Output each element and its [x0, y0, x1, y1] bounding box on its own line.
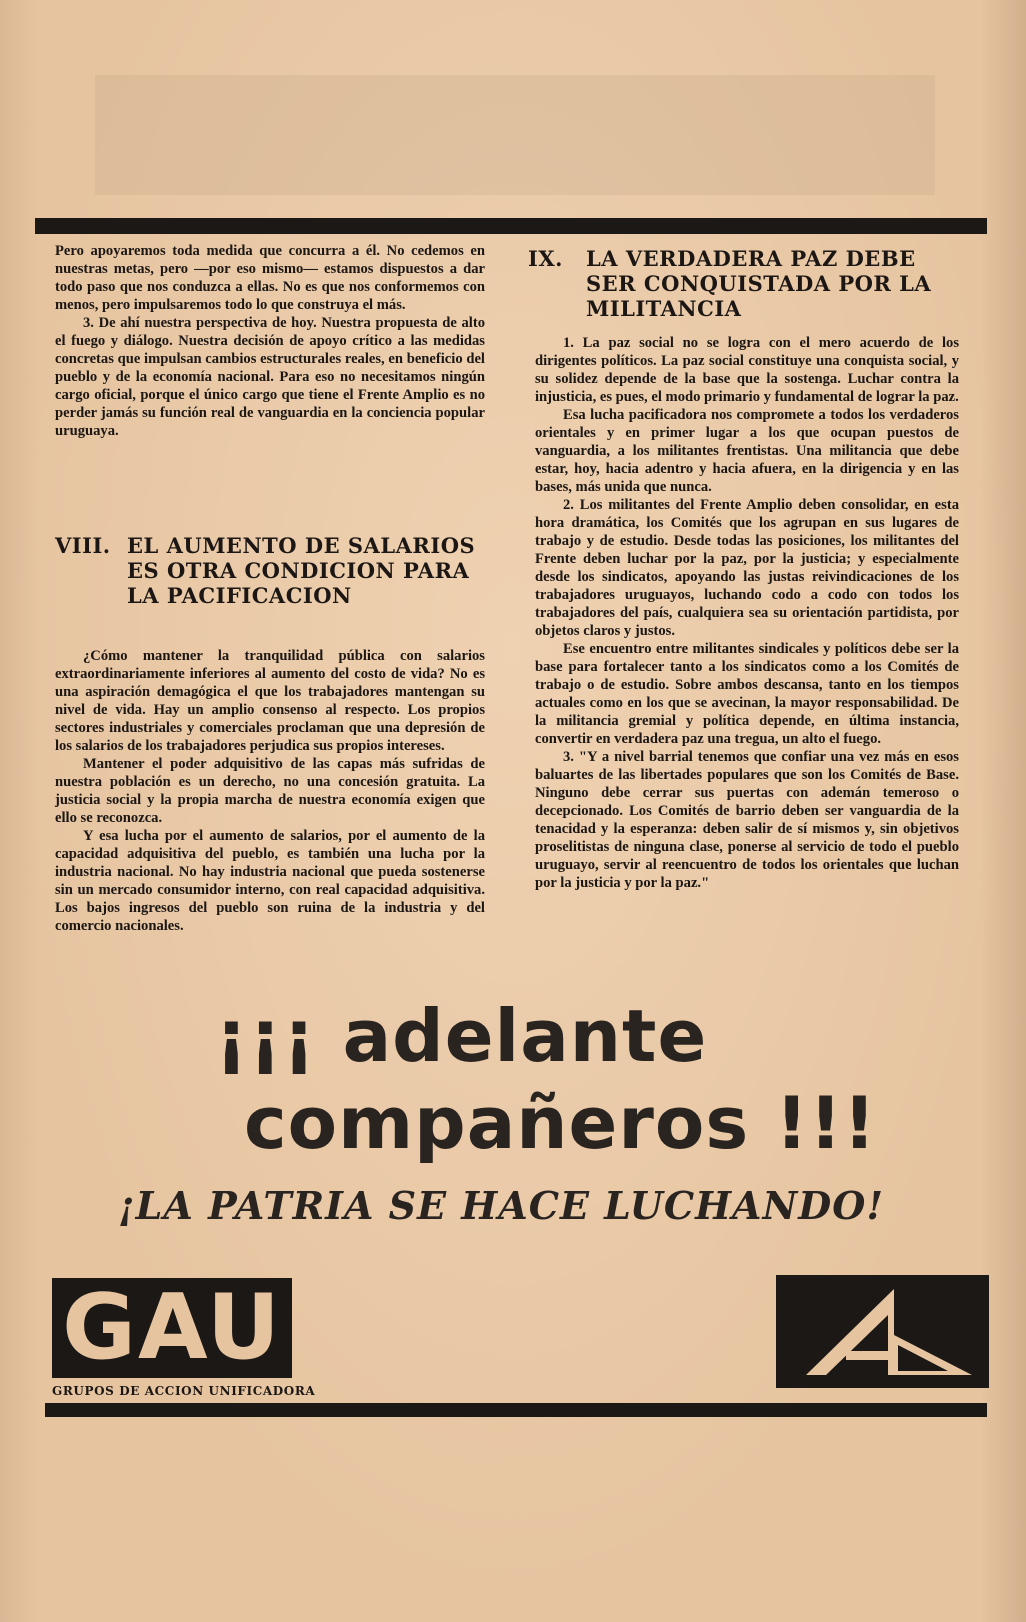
slogan-line-2: compañeros !!!	[244, 1081, 877, 1165]
top-rule	[35, 218, 987, 234]
paragraph: 2. Los militantes del Frente Amplio deben consolidar, en esta hora dramática, los Comités que los agrupan en sus lugares de trabajo y de estudio. Desde todas las posiciones, los militantes del Frente deben luchar por la paz, por la justicia; y especialmente desde los sindicatos, apoyando las justas reivindicaciones de los trabajadores uruguayos, luchando codo a codo con todos los trabajadores del país, cualquiera sea su orientación partidista, por objetos claros y justos.	[535, 497, 959, 639]
frente-amplio-emblem-icon	[776, 1275, 989, 1388]
paragraph: Y esa lucha por el aumento de salarios, por el aumento de la capacidad adquisitiva del pueblo, es también una lucha por la industria nacional. No hay industria nacional que pueda sostenerse sin un mercado consumidor interno, con real capacidad adquisitiva. Los bajos ingresos del pueblo son ruina de la industria y del comercio nacionales.	[55, 828, 485, 934]
paragraph: Pero apoyaremos toda medida que concurra a él. No cedemos en nuestras metas, pero —por eso mismo— estamos dispuestos a dar todo paso que nos conduzca a ellas. No es que nos conformemos con menos, pero impulsaremos todo lo que construya el más.	[55, 243, 485, 313]
section-9-body	[535, 334, 959, 892]
show-through-ghost	[95, 75, 935, 195]
section-8-body	[55, 647, 485, 935]
left-column-continuation	[55, 242, 485, 440]
paragraph: Esa lucha pacificadora nos compromete a todos los verdaderos orientales y en primer lugar a los que ocupan puestos de vanguardia, a los militantes frentistas. Una militancia que debe estar, hoy, hacia adentro y hacia afuera, en la dirigencia y en las bases, más unida que nunca.	[535, 407, 959, 495]
paragraph: Mantener el poder adquisitivo de las capas más sufridas de nuestra población es un derecho, no una concesión gratuita. La justicia social y la propia marcha de nuestra economía exigen que ello se reconozca.	[55, 756, 485, 826]
slogan-line-1: ¡¡¡ adelante	[215, 994, 708, 1078]
paragraph: ¿Cómo mantener la tranquilidad pública con salarios extraordinariamente inferiores al aumento del costo de vida? No es una aspiración demagógica el que los trabajadores mantengan su nivel de vida. Hay un amplio consenso al respecto. Los propios sectores industriales y comerciales proclaman que una depresión de los salarios de los trabajadores perjudica sus propios intereses.	[55, 648, 485, 754]
paragraph: Ese encuentro entre militantes sindicales y políticos debe ser la base para fortalecer tanto a los sindicatos como a los Comités de trabajo o de estudio. Sobre ambos descansa, tanto en los tiempos actuales como en los que se avecinan, la mayor responsabilidad. De la militancia gremial y política depende, en última instancia, convertir en verdadera paz una tregua, un alto el fuego.	[535, 641, 959, 747]
section-title: LA VERDADERA PAZ DEBE SER CONQUISTADA POR LA MILITANCIA	[586, 246, 932, 321]
paragraph: 1. La paz social no se logra con el mero acuerdo de los dirigentes políticos. La paz social constituye una conquista social, y su solidez depende de la base que la sostenga. Luchar contra la injusticia, es pues, el modo primario y fundamental de lograr la paz.	[535, 335, 959, 405]
gau-subtitle: GRUPOS DE ACCION UNIFICADORA	[52, 1384, 316, 1398]
gau-logo: GAU	[52, 1278, 292, 1378]
paragraph: 3. "Y a nivel barrial tenemos que confiar una vez más en esos baluartes de las libertades populares que son los Comités de Base. Ninguno debe cerrar sus puertas con ademán temeroso o decepcionado. Los Comités de barrio deben ser vanguardia de la tenacidad y la esperanza: deben salir de sí mismos y, sin objetivos proselitistas de ninguna clase, ponerse al servicio de todo el pueblo uruguayo, servir al reencuentro de todos los orientales que luchan por la justicia y por la paz."	[535, 749, 959, 891]
section-number: IX.	[528, 246, 563, 271]
slogan-line-3: ¡LA PATRIA SE HACE LUCHANDO!	[118, 1183, 885, 1228]
section-9-heading	[528, 246, 968, 326]
bottom-rule	[45, 1403, 987, 1417]
section-title: EL AUMENTO DE SALARIOS ES OTRA CONDICION PARA LA PACIFICACION	[127, 533, 476, 608]
section-number: VIII.	[55, 533, 111, 558]
section-8-heading	[55, 533, 505, 613]
paragraph: 3. De ahí nuestra perspectiva de hoy. Nuestra propuesta de alto el fuego y diálogo. Nuestra decisión de apoyo crítico a las medidas concretas que impulsan cambios estructurales reales, en beneficio del pueblo y de la economía nacional. Para eso no necesitamos ningún cargo oficial, porque el único cargo que tiene el Frente Amplio es no perder jamás su función real de vanguardia en la conciencia popular uruguaya.	[55, 315, 485, 439]
